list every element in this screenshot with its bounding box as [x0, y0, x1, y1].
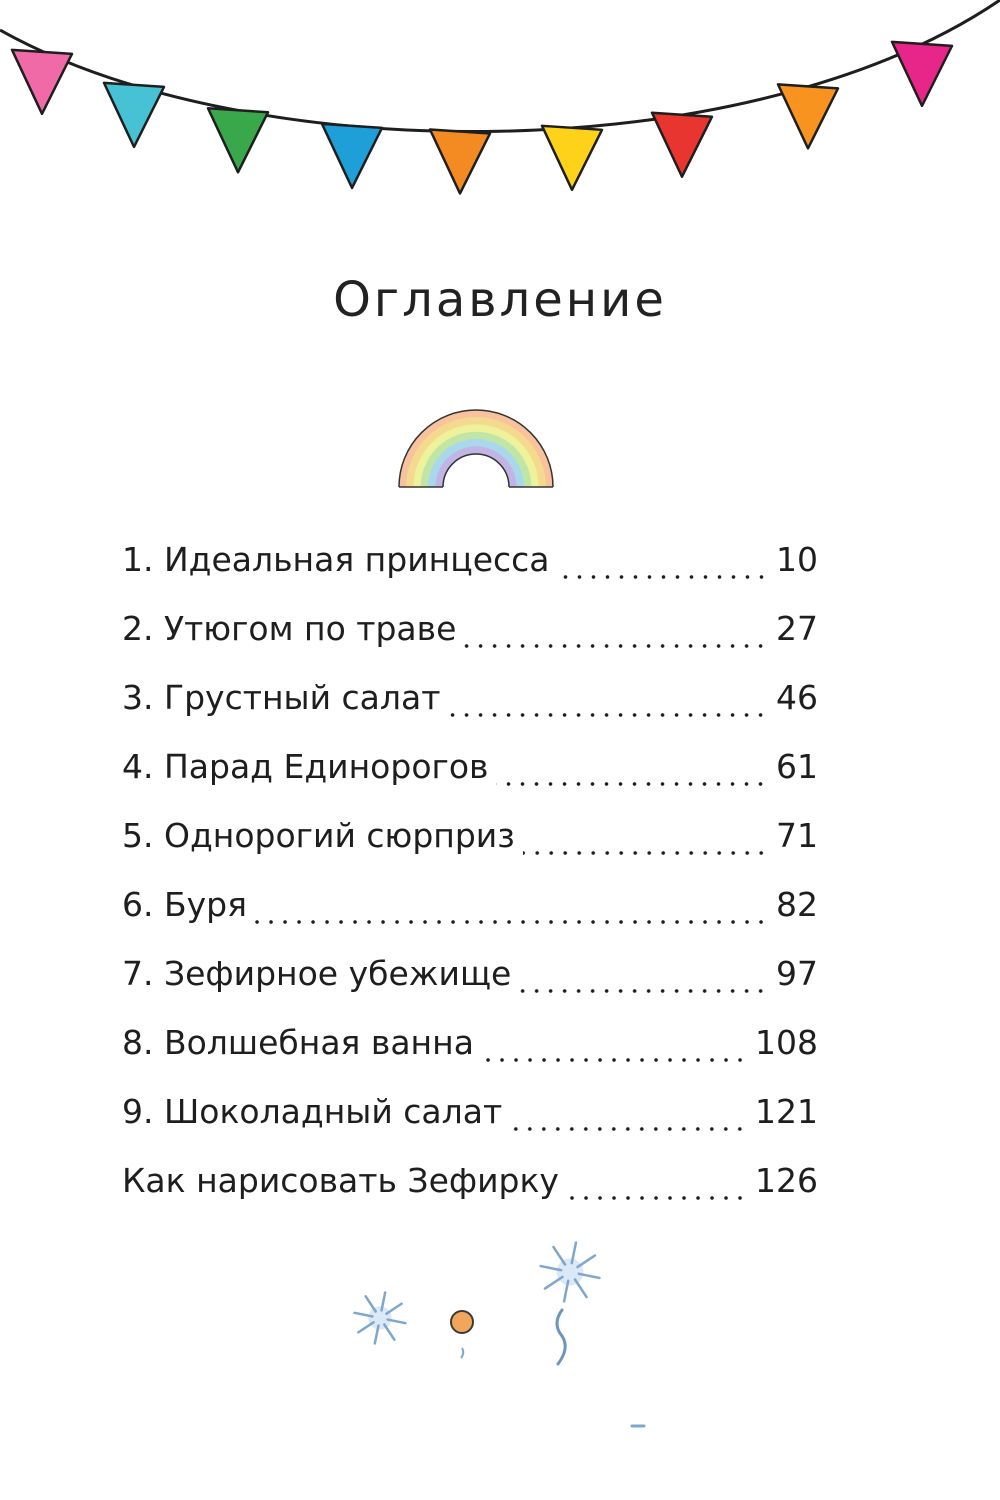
toc-entry-title: 4. Парад Единорогов [122, 747, 489, 786]
sparkle-icon [541, 1243, 600, 1302]
rainbow-icon [395, 405, 557, 491]
toc-entry-page: 97 [776, 954, 818, 993]
toc-entry-title: 8. Волшебная ванна [122, 1023, 474, 1062]
toc-entry-title: 6. Буря [122, 885, 247, 924]
toc-entry-page: 126 [755, 1161, 818, 1200]
toc-entry [122, 678, 818, 747]
sparkle-ray [575, 1280, 587, 1298]
toc-leader-dots [510, 1117, 747, 1141]
toc-leader-dots [464, 634, 768, 658]
toc-entry-title: 3. Грустный салат [122, 678, 441, 717]
bunting-flag [430, 129, 490, 193]
toc-entry [122, 1161, 818, 1230]
toc-entry-title: 7. Зефирное убежище [122, 954, 512, 993]
bunting-flag [778, 84, 838, 148]
toc-entry-page: 121 [755, 1092, 818, 1131]
bunting-flag [104, 83, 164, 147]
sparkle-decoration [330, 1230, 660, 1450]
sparkle-glow [368, 1306, 391, 1329]
bunting-flag [12, 50, 72, 114]
rainbow-band [439, 450, 512, 487]
toc-leader-dots [255, 910, 768, 934]
bunting-flag [542, 126, 602, 190]
toc-entry [122, 609, 818, 678]
sparkle-ray [578, 1255, 596, 1267]
toc-leader-dots [558, 565, 768, 589]
toc-entry-page: 27 [776, 609, 818, 648]
toc-entry-page: 108 [755, 1023, 818, 1062]
toc-entry-page: 82 [776, 885, 818, 924]
toc-entry [122, 540, 818, 609]
sparkle-icon [355, 1293, 406, 1344]
toc-entry-title: Как нарисовать Зефирку [122, 1161, 559, 1200]
toc-leader-dots [567, 1186, 747, 1210]
bubble-icon [451, 1311, 473, 1333]
toc-entry [122, 816, 818, 885]
bunting-flag [208, 108, 268, 172]
toc-entry-page: 46 [776, 678, 818, 717]
toc-entry-page: 10 [776, 540, 818, 579]
toc-entry [122, 747, 818, 816]
toc-entry-title: 2. Утюгом по траве [122, 609, 457, 648]
toc-entry-page: 71 [776, 816, 818, 855]
toc-leader-dots [448, 703, 768, 727]
sparkle-glow [557, 1259, 584, 1286]
bunting-flag [652, 113, 712, 177]
sparkle-ray [358, 1322, 373, 1332]
bunting-flag [892, 42, 952, 106]
toc-entry-page: 61 [776, 747, 818, 786]
toc-leader-dots [519, 979, 768, 1003]
table-of-contents [122, 540, 818, 1230]
sparkle-ray [366, 1296, 376, 1311]
page-title: Оглавление [333, 272, 667, 328]
toc-entry-title: 5. Однорогий сюрприз [122, 816, 515, 855]
sparkle-ray [545, 1277, 563, 1289]
sparkle-ray [553, 1247, 565, 1265]
toc-entry [122, 885, 818, 954]
toc-entry [122, 1092, 818, 1161]
toc-leader-dots [482, 1048, 747, 1072]
toc-entry [122, 954, 818, 1023]
toc-entry [122, 1023, 818, 1092]
bunting-flag [322, 124, 382, 188]
toc-entry-title: 1. Идеальная принцесса [122, 540, 550, 579]
sparkle-tail [557, 1310, 565, 1364]
toc-entry-title: 9. Шоколадный салат [122, 1092, 503, 1131]
toc-leader-dots [496, 772, 768, 796]
toc-leader-dots [523, 841, 768, 865]
bunting-garland [0, 0, 1000, 240]
bubble-tail [461, 1348, 463, 1358]
sparkle-ray [384, 1325, 394, 1340]
sparkle-ray [387, 1304, 402, 1314]
